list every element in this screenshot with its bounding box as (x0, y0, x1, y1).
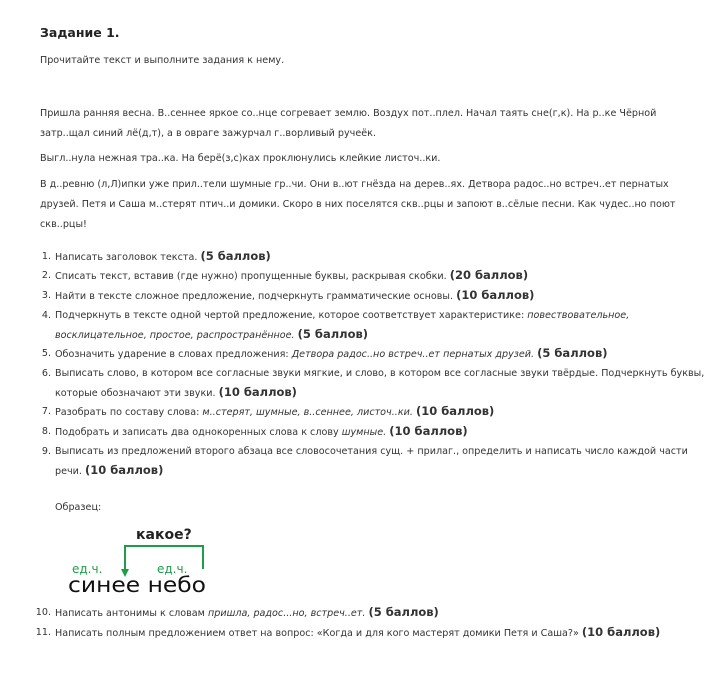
sample-label: Образец: (55, 502, 102, 513)
task-points: (20 баллов) (449, 268, 529, 282)
task-item (35, 603, 705, 623)
task-example: Детвора радос..но встреч..ет пернатых друзей. (291, 349, 535, 360)
task-example: пришла, радос...но, встреч..ет. (207, 608, 366, 619)
task-text: Обозначить ударение в словах предложения: (55, 349, 292, 360)
task-number: 4. (41, 310, 51, 321)
task-text: Подчеркнуть в тексте одной чертой предложение, которое соответствует характеристике: (55, 310, 528, 321)
sample-phrase: синее небо (68, 573, 206, 597)
task-points: (5 баллов) (368, 605, 439, 619)
text-paragraph-3: В д..ревню (л,Л)ипки уже прил..тели шумные гр..чи. Они в..ют гнёзда на дерев..ях. Детвора радос..но встреч..ет пернатых друзей. Петя и Саша м..стерят птич..и домики. Скоро в них поселятся скв..рцы и запоют в..сёлые песни. Как чудес..но поют скв..рцы! (40, 179, 676, 230)
task-text: Написать антонимы к словам (55, 608, 208, 619)
task-points: (10 баллов) (415, 404, 495, 418)
task-text: Найти в тексте сложное предложение, подчеркнуть грамматические основы. (55, 291, 457, 302)
text-paragraph-2: Выгл..нула нежная тра..ка. На берё(з,с)ках проклюнулись клейкие листоч..ки. (40, 153, 441, 164)
task-number: 10. (35, 607, 51, 618)
task-points: (5 баллов) (537, 346, 608, 360)
task-points: (5 баллов) (200, 249, 271, 263)
task-item (41, 247, 705, 267)
intro-instruction: Прочитайте текст и выполните задания к нему. (40, 55, 285, 66)
task-points: (10 баллов) (389, 424, 468, 438)
task-number: 7. (41, 406, 51, 417)
task-points: (10 баллов) (218, 385, 297, 399)
text-paragraph-1: Пришла ранняя весна. В..сеннее яркое со..нце согревает землю. Воздух пот..плел. Начал таять сне(г,к). На р..ке Чёрной затр..щал синий лё(д,т), а в овраге зажурчал г..ворливый ручеёк. (40, 108, 657, 139)
sample-question: какое? (136, 527, 192, 543)
task-item (41, 422, 705, 442)
task-number: 8. (41, 426, 51, 437)
task-text: Выписать из предложений второго абзаца все словосочетания сущ. + прилаг., определить и написать число каждой части речи. (55, 446, 688, 477)
task-points: (10 баллов) (456, 288, 535, 302)
task-number: 11. (35, 627, 51, 638)
task-points: (10 баллов) (581, 625, 661, 639)
task-item (41, 364, 705, 403)
task-example: повествовательное, восклицательное, простое, распространённое. (55, 310, 630, 341)
task-number: 1. (41, 251, 51, 262)
task-example: шумные. (341, 427, 387, 438)
sample-mark-left: ед.ч. (72, 562, 103, 576)
task-item (41, 402, 705, 422)
task-text: Написать заголовок текста. (55, 252, 201, 263)
task-item (41, 266, 705, 286)
sample-mark-right: ед.ч. (157, 562, 188, 576)
task-number: 3. (41, 290, 51, 301)
task-text: Подобрать и записать два однокоренных слова к слову (55, 427, 342, 438)
task-points: (10 баллов) (85, 463, 164, 477)
task-text: Разобрать по составу слова: (55, 407, 203, 418)
task-example: м..стерят, шумные, в..сеннее, листоч..ки. (202, 407, 413, 418)
task-text: Написать полным предложением ответ на вопрос: «Когда и для кого мастерят домики Петя и Саша?» (55, 628, 582, 639)
task-text: Списать текст, вставив (где нужно) пропущенные буквы, раскрывая скобки. (55, 271, 450, 282)
task-points: (5 баллов) (297, 327, 369, 341)
task-number: 6. (41, 368, 51, 379)
task-number: 9. (41, 446, 51, 457)
task-number: 5. (41, 348, 51, 359)
task-title: Задание 1. (40, 25, 120, 40)
task-item (35, 623, 705, 643)
task-item (41, 344, 705, 364)
task-number: 2. (41, 270, 51, 281)
task-item (41, 286, 705, 306)
task-item (41, 306, 705, 345)
task-text: Выписать слово, в котором все согласные звуки мягкие, и слово, в котором все согласные звуки твёрдые. Подчеркнуть буквы, которые обозначают эти звуки. (55, 368, 705, 399)
task-item (41, 442, 705, 481)
sample-diagram (66, 522, 216, 600)
